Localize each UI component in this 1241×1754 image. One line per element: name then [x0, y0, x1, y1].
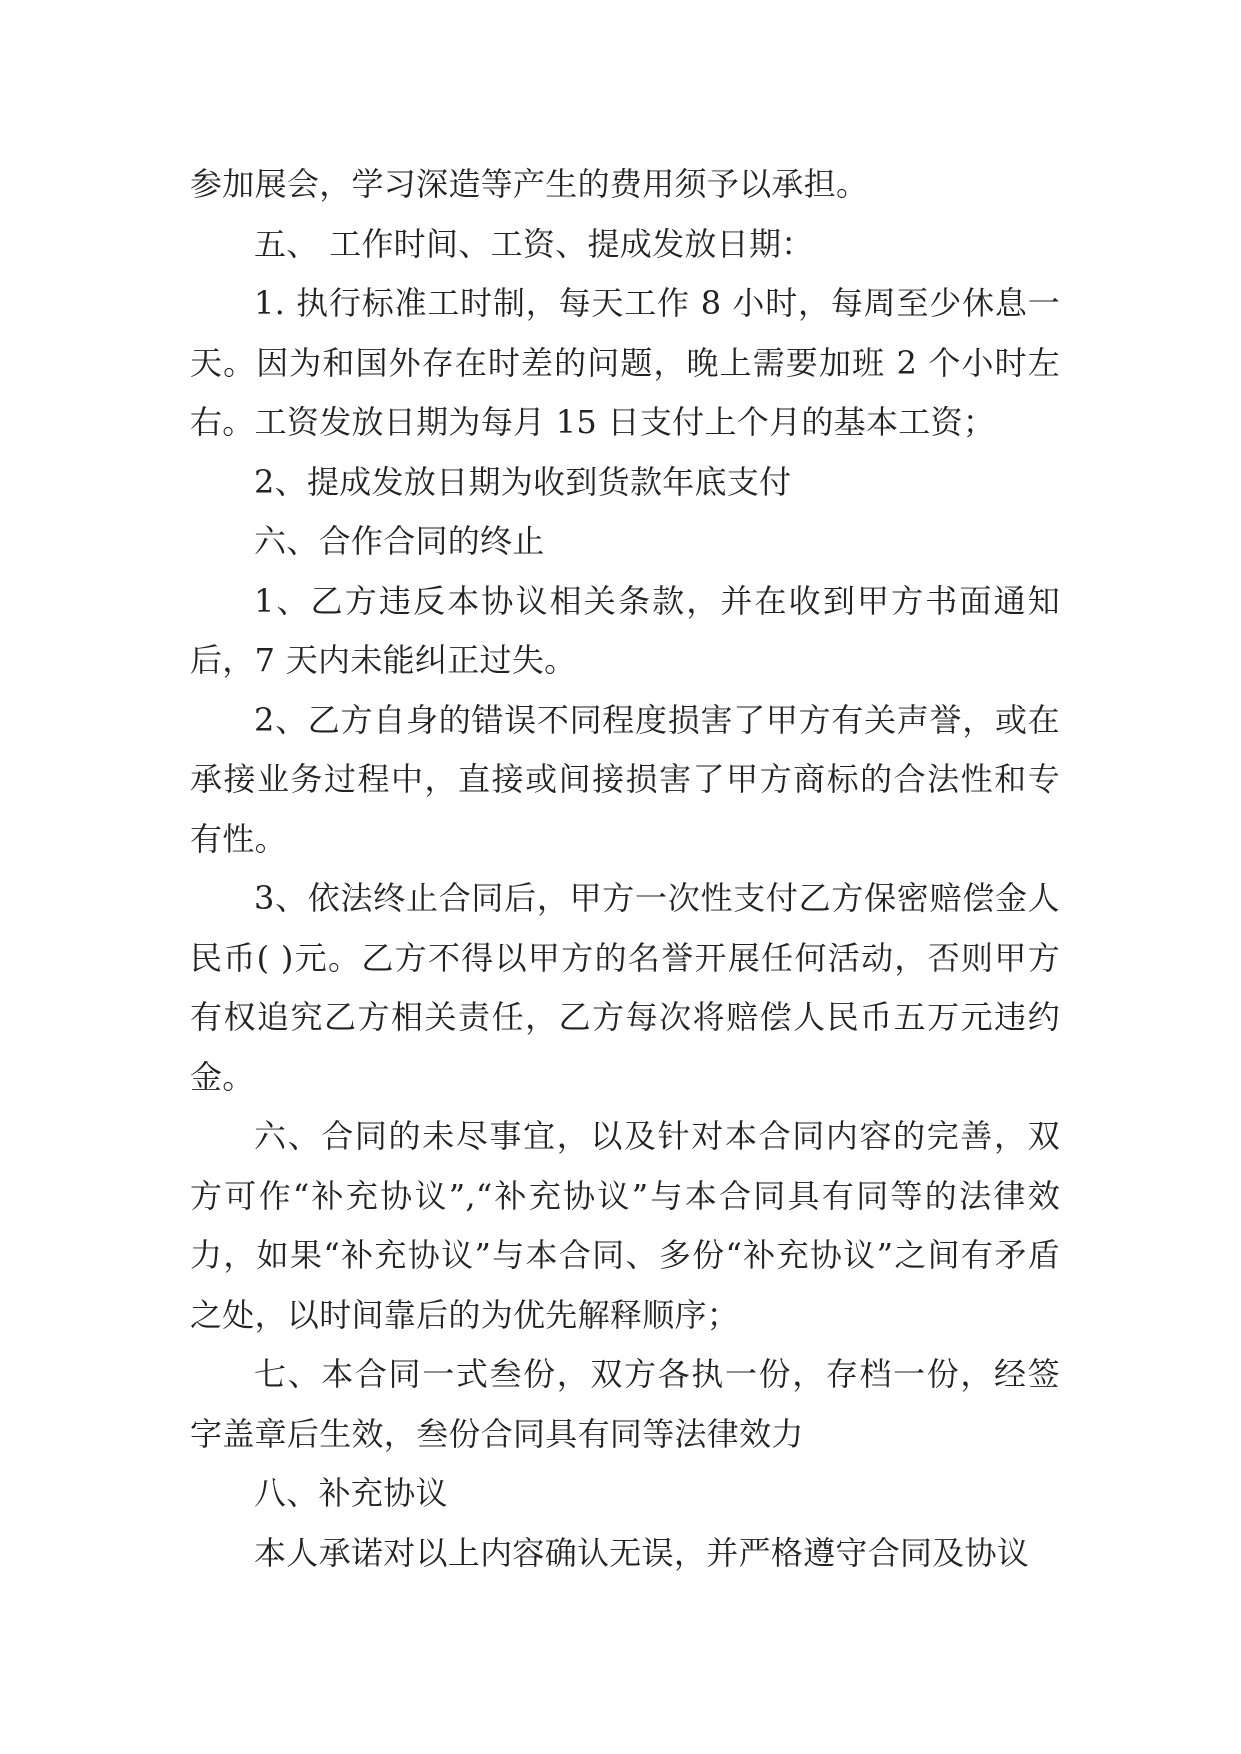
paragraph-commitment: 本人承诺对以上内容确认无误，并严格遵守合同及协议: [254, 1533, 1030, 1572]
clause-termination-compensation: 3、依法终止合同后，甲方一次性支付乙方保密赔偿金人民币( )元。乙方不得以甲方的名誉开展任何活动，否则甲方有权追究乙方相关责任，乙方每次将赔偿人民币五万元违约金。: [190, 879, 1060, 1096]
clause-unresolved-matters: 六、合同的未尽事宜，以及针对本合同内容的完善，双方可作“补充协议”,“补充协议”与本合同具有同等的法律效力，如果“补充协议”与本合同、多份“补充协议”之间有矛盾之处，以时间靠后的为优先解释顺序；: [190, 1117, 1060, 1334]
section-heading-termination: 六、合作合同的终止: [254, 522, 545, 560]
document-body: [190, 155, 1060, 1583]
clause-commission-payment: 2、提成发放日期为收到货款年底支付: [254, 462, 792, 501]
section-heading-supplementary: 八、补充协议: [254, 1474, 448, 1512]
paragraph-expenses-continuation: 参加展会，学习深造等产生的费用须予以承担。: [190, 165, 869, 203]
section-heading-work-hours-salary: 五、 工作时间、工资、提成发放日期：: [254, 224, 814, 263]
clause-termination-breach: 1、乙方违反本协议相关条款，并在收到甲方书面通知后，7 天内未能纠正过失。: [190, 581, 1060, 679]
clause-copies-effectiveness: 七、本合同一式叁份，双方各执一份，存档一份，经签字盖章后生效，叁份合同具有同等法律效力: [190, 1355, 1060, 1453]
clause-termination-reputation: 2、乙方自身的错误不同程度损害了甲方有关声誉，或在承接业务过程中，直接或间接损害了甲方商标的合法性和专有性。: [190, 700, 1060, 858]
clause-working-hours: 1. 执行标准工时制，每天工作 8 小时，每周至少休息一天。因为和国外存在时差的问题，晚上需要加班 2 个小时左右。工资发放日期为每月 15 日支付上个月的基本工资；: [190, 284, 1060, 441]
